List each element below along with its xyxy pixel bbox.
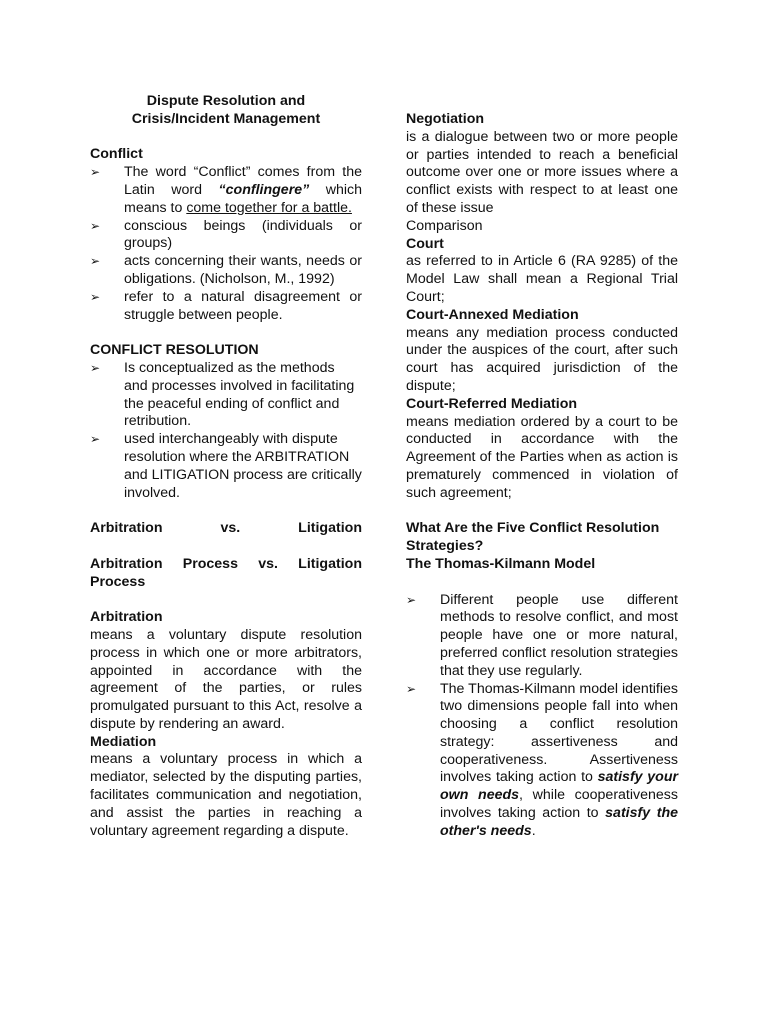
resolution-list xyxy=(90,360,362,502)
arrow-bullet-icon: ➢ xyxy=(90,360,101,375)
arrow-bullet-icon: ➢ xyxy=(406,681,417,696)
court-annexed-text: means any mediation process conducted under the auspices of the court, after such court has acquired jurisdiction of the dispute; xyxy=(406,324,678,394)
doc-title-line2: Crisis/Incident Management xyxy=(131,110,321,127)
mediation-heading: Mediation xyxy=(90,733,157,750)
mediation-text: means a voluntary process in which a mediator, selected by the disputing parties, facilitates communication and negotiation, and assist the parties in reaching a voluntary agreement regarding a dispute. xyxy=(90,751,362,839)
arrow-bullet-icon: ➢ xyxy=(406,592,417,607)
arrow-bullet-icon: ➢ xyxy=(90,432,101,447)
list-item: ➢ conscious beings (individuals or groups) xyxy=(90,217,362,252)
arrow-bullet-icon: ➢ xyxy=(90,254,101,269)
doc-title-line1: Dispute Resolution and xyxy=(146,93,306,109)
court-referred-text: means mediation ordered by a court to be conducted in accordance with the Agreement of the Parties when as action is prematurely commenced in violation of such agreement; xyxy=(406,413,678,501)
process-heading: Arbitration Process vs. Litigation Process xyxy=(90,555,362,590)
list-item: ➢ Different people use different methods to resolve conflict, and most people have one or more natural, preferred conflict resolution strategies that they use regularly. xyxy=(406,591,678,679)
list-item: ➢ Is conceptualized as the methods and processes involved in facilitating the peaceful ending of conflict and retribution. xyxy=(90,359,355,430)
left-column xyxy=(90,93,362,840)
strategies-list xyxy=(406,592,678,841)
conflict-resolution-heading: CONFLICT RESOLUTION xyxy=(90,342,259,359)
court-annexed-heading: Court-Annexed Mediation xyxy=(406,306,579,323)
conflict-list xyxy=(90,164,362,324)
list-item: ➢ The Thomas-Kilmann model identifies two dimensions people fall into when choosing a conflict resolution strategy: assertiveness and cooperativeness. Assertiveness involves taking action to satisfy your own needs, while cooperativeness involves taking action to satisfy the other's needs. xyxy=(406,680,679,839)
comparison-text: Comparison xyxy=(406,217,483,234)
thomas-kilmann-heading: The Thomas-Kilmann Model xyxy=(406,555,596,572)
arrow-bullet-icon: ➢ xyxy=(90,289,101,304)
arrow-bullet-icon: ➢ xyxy=(90,218,101,233)
court-referred-heading: Court-Referred Mediation xyxy=(406,395,578,412)
right-column xyxy=(406,111,678,841)
list-item: ➢ acts concerning their wants, needs or obligations. (Nicholson, M., 1992) xyxy=(90,253,362,287)
negotiation-text: is a dialogue between two or more people or parties intended to reach a beneficial outcome over one or more issues where a conflict exists with respect to at least one of these issue xyxy=(406,128,678,216)
court-heading: Court xyxy=(406,235,444,252)
court-text: as referred to in Article 6 (RA 9285) of the Model Law shall mean a Regional Trial Court; xyxy=(406,253,678,305)
arrow-bullet-icon: ➢ xyxy=(90,165,101,180)
negotiation-heading: Negotiation xyxy=(406,111,485,127)
list-item: ➢ refer to a natural disagreement or struggle between people. xyxy=(90,288,362,323)
list-item: ➢ used interchangeably with dispute resolution where the ARBITRATION and LITIGATION process are critically involved. xyxy=(90,431,362,501)
arbitration-vs-litigation: Arbitration vs. Litigation xyxy=(90,520,362,537)
arbitration-text: means a voluntary dispute resolution process in which one or more arbitrators, appointed in accordance with the agreement of the parties, or rules promulgated pursuant to this Act, resolve a dispute by rendering an award. xyxy=(90,626,362,732)
list-item: ➢ The word “Conflict” comes from the Latin word “conflingere” which means to come together for a battle. xyxy=(90,164,362,216)
conflict-heading: Conflict xyxy=(90,146,143,163)
five-strategies-heading: What Are the Five Conflict Resolution Strategies? xyxy=(406,520,660,555)
arbitration-heading: Arbitration xyxy=(90,609,163,626)
